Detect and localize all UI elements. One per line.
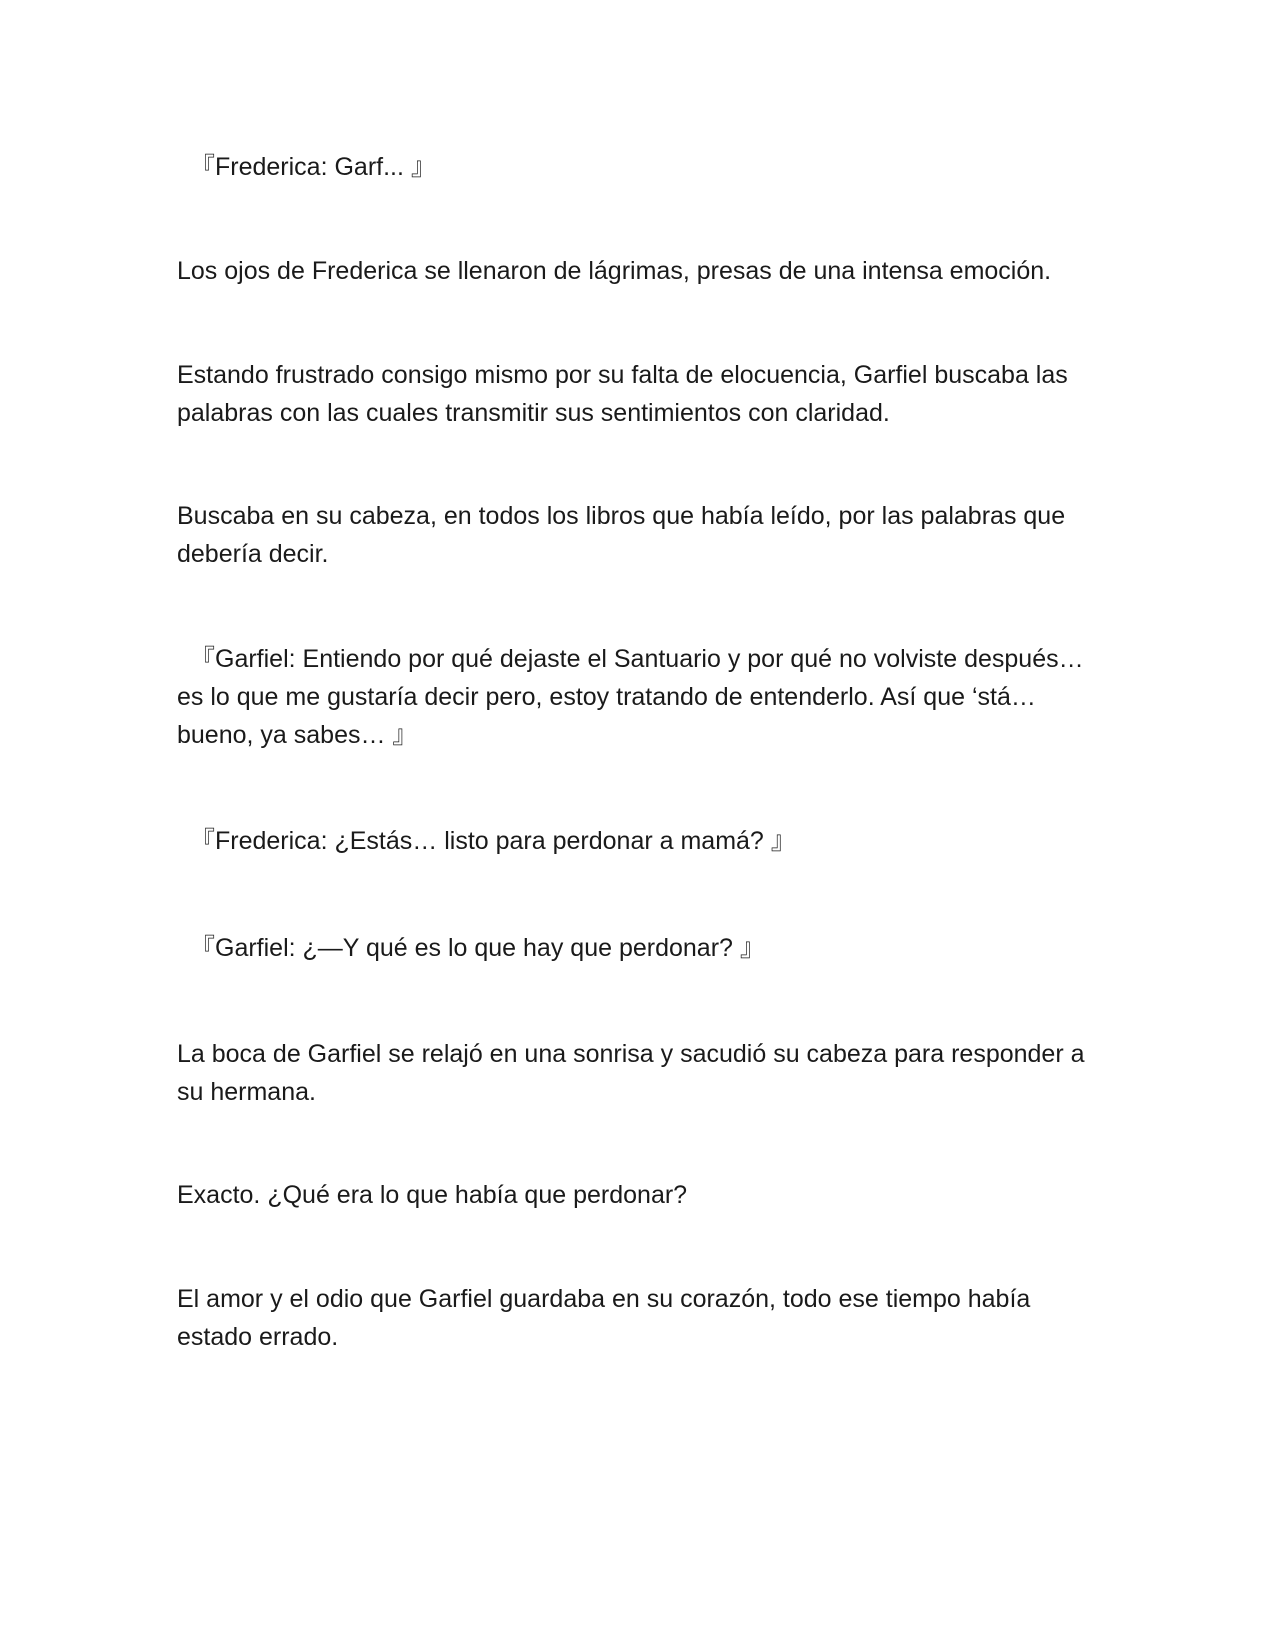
paragraph-garfiel-frustrated: Estando frustrado consigo mismo por su falta de elocuencia, Garfiel buscaba las palabras con las cuales transmitir sus sentimientos con claridad. (177, 361, 1068, 427)
paragraph-garfiel-understand: 『Garfiel: Entiendo por qué dejaste el Santuario y por qué no volviste después… es lo que me gustaría decir pero, estoy tratando de entenderlo. Así que ‘stá… bueno, ya sabes… 』 (177, 645, 1084, 749)
paragraph-frederica-garf: 『Frederica: Garf... 』 (190, 153, 436, 181)
paragraph-love-hate: El amor y el odio que Garfiel guardaba en su corazón, todo ese tiempo había estado errado. (177, 1285, 1031, 1351)
paragraph-garfiel-smile: La boca de Garfiel se relajó en una sonrisa y sacudió su cabeza para responder a su hermana. (177, 1040, 1085, 1106)
paragraph-searching-words: Buscaba en su cabeza, en todos los libros que había leído, por las palabras que debería decir. (177, 502, 1066, 568)
paragraph-garfiel-what-forgive: 『Garfiel: ¿—Y qué es lo que hay que perdonar? 』 (190, 934, 765, 962)
paragraph-frederica-tears: Los ojos de Frederica se llenaron de lágrimas, presas de una intensa emoción. (177, 257, 1052, 285)
paragraph-frederica-forgive: 『Frederica: ¿Estás… listo para perdonar a mamá? 』 (190, 827, 796, 855)
paragraph-exacto: Exacto. ¿Qué era lo que había que perdonar? (177, 1181, 688, 1209)
